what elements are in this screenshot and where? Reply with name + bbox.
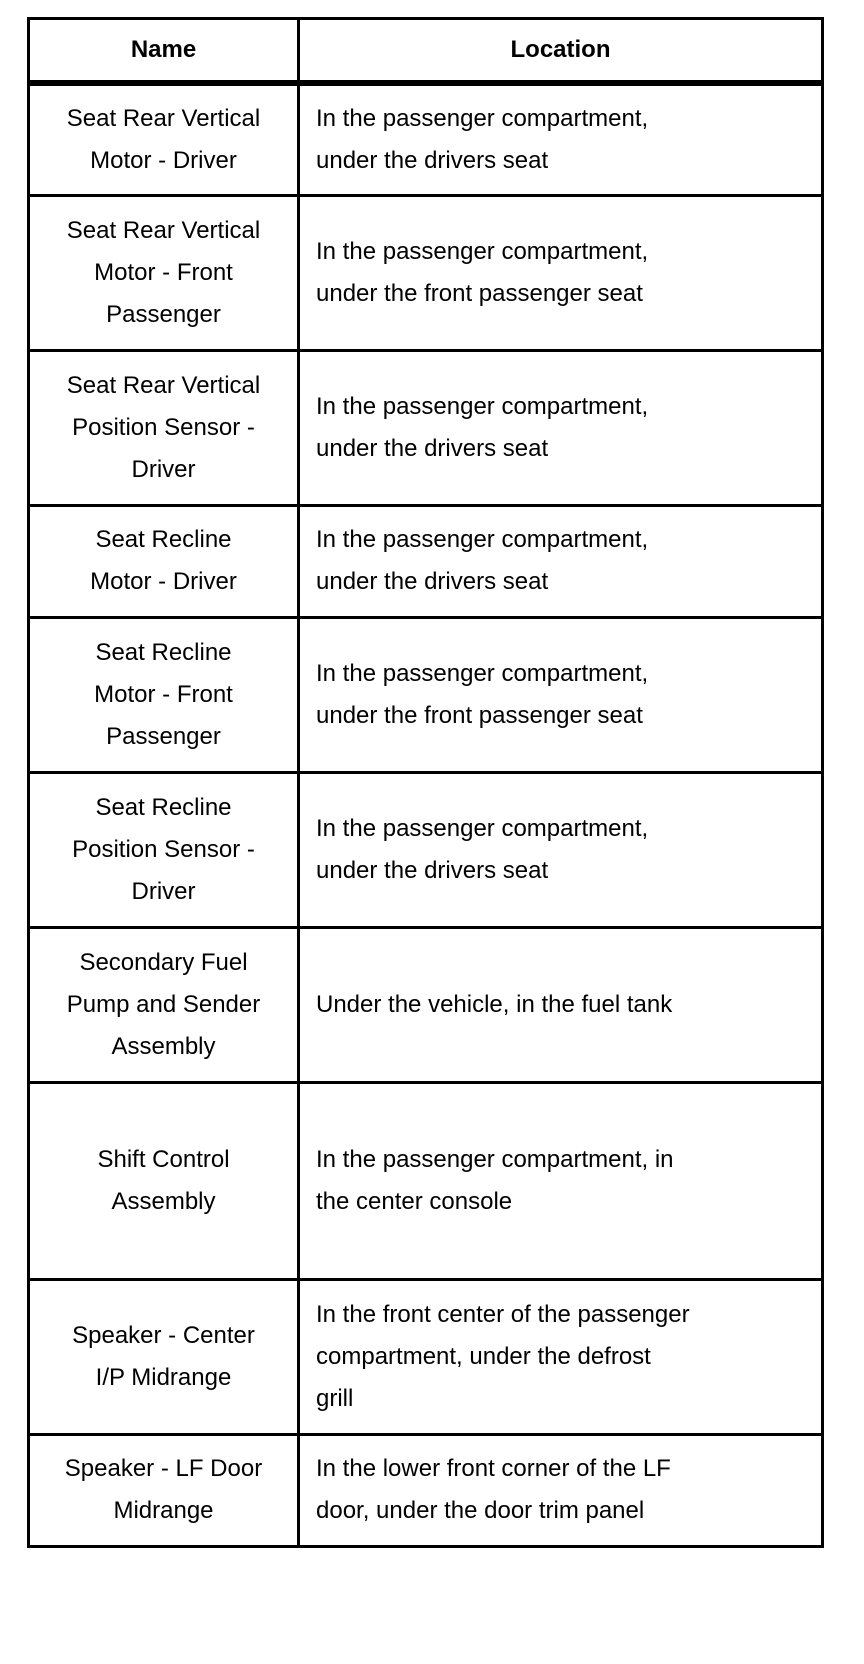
location-line: under the drivers seat bbox=[316, 434, 549, 462]
name-line: Seat Rear Vertical bbox=[66, 371, 261, 399]
name-line: Passenger bbox=[106, 300, 221, 328]
location-cell bbox=[299, 505, 823, 617]
location-line: Under the vehicle, in the fuel tank bbox=[316, 990, 673, 1018]
location-line: In the passenger compartment, bbox=[316, 814, 649, 842]
name-cell bbox=[29, 195, 299, 350]
name-line: Assembly bbox=[111, 1187, 216, 1215]
name-line: Seat Recline bbox=[95, 793, 232, 821]
name-line: Assembly bbox=[111, 1032, 216, 1060]
name-line: Motor - Driver bbox=[90, 146, 237, 174]
location-line: In the passenger compartment, bbox=[316, 526, 649, 553]
name-line: Seat Rear Vertical bbox=[66, 216, 261, 244]
table-row bbox=[29, 350, 823, 505]
table-row bbox=[29, 772, 823, 927]
name-line: Seat Recline bbox=[95, 526, 232, 553]
table-row bbox=[29, 83, 823, 195]
table-row bbox=[29, 927, 823, 1082]
name-line: I/P Midrange bbox=[95, 1363, 232, 1391]
name-cell bbox=[29, 350, 299, 505]
name-line: Position Sensor - bbox=[72, 413, 255, 441]
name-cell bbox=[29, 505, 299, 617]
location-line: In the passenger compartment, in bbox=[316, 1145, 674, 1173]
name-line: Motor - Front bbox=[94, 680, 233, 708]
location-line: door, under the door trim panel bbox=[316, 1497, 645, 1524]
name-cell bbox=[29, 1082, 299, 1279]
table-header-row bbox=[29, 19, 823, 84]
name-column-header: Name bbox=[29, 19, 299, 84]
location-column-header: Location bbox=[299, 19, 823, 84]
location-line: In the passenger compartment, bbox=[316, 104, 649, 132]
component-location-table bbox=[27, 17, 824, 1548]
name-cell bbox=[29, 617, 299, 772]
location-line: In the front center of the passenger bbox=[316, 1300, 690, 1328]
name-line: Midrange bbox=[113, 1497, 214, 1524]
location-line: grill bbox=[316, 1384, 354, 1412]
location-line: In the passenger compartment, bbox=[316, 659, 649, 687]
table-row bbox=[29, 195, 823, 350]
location-cell bbox=[299, 195, 823, 350]
name-line: Position Sensor - bbox=[72, 835, 255, 863]
name-line: Speaker - Center bbox=[72, 1321, 255, 1349]
name-line: Motor - Front bbox=[94, 258, 233, 286]
name-line: Driver bbox=[131, 877, 196, 905]
name-cell bbox=[29, 1279, 299, 1434]
location-cell bbox=[299, 83, 823, 195]
location-line: compartment, under the defrost bbox=[316, 1342, 651, 1370]
location-line: under the front passenger seat bbox=[316, 279, 643, 307]
location-cell bbox=[299, 927, 823, 1082]
location-cell bbox=[299, 617, 823, 772]
name-line: Seat Rear Vertical bbox=[66, 104, 261, 132]
location-cell bbox=[299, 1279, 823, 1434]
name-line: Speaker - LF Door bbox=[64, 1455, 263, 1482]
location-cell bbox=[299, 772, 823, 927]
name-line: Pump and Sender bbox=[66, 990, 261, 1018]
table-row bbox=[29, 1082, 823, 1279]
name-line: Secondary Fuel bbox=[79, 948, 248, 976]
name-cell bbox=[29, 1434, 299, 1546]
name-line: Passenger bbox=[106, 722, 221, 750]
location-line: under the drivers seat bbox=[316, 146, 549, 174]
name-cell bbox=[29, 772, 299, 927]
table-row bbox=[29, 505, 823, 617]
name-cell bbox=[29, 83, 299, 195]
location-line: the center console bbox=[316, 1187, 513, 1215]
name-line: Driver bbox=[131, 455, 196, 483]
table-row bbox=[29, 1279, 823, 1434]
name-line: Shift Control bbox=[97, 1145, 230, 1173]
location-cell bbox=[299, 350, 823, 505]
location-line: In the passenger compartment, bbox=[316, 237, 649, 265]
name-line: Seat Recline bbox=[95, 638, 232, 666]
name-line: Motor - Driver bbox=[90, 568, 237, 595]
name-cell bbox=[29, 927, 299, 1082]
table-row bbox=[29, 617, 823, 772]
location-line: under the front passenger seat bbox=[316, 701, 643, 729]
location-cell bbox=[299, 1434, 823, 1546]
location-cell bbox=[299, 1082, 823, 1279]
table-row bbox=[29, 1434, 823, 1546]
location-line: under the drivers seat bbox=[316, 856, 549, 884]
location-line: under the drivers seat bbox=[316, 568, 549, 595]
location-line: In the lower front corner of the LF bbox=[316, 1455, 671, 1482]
location-line: In the passenger compartment, bbox=[316, 392, 649, 420]
